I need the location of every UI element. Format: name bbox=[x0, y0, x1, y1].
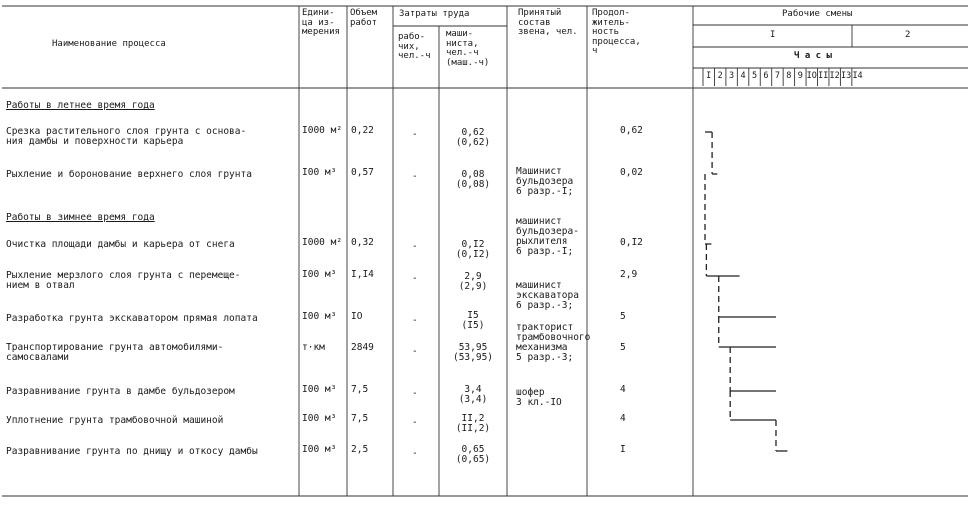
row-unit: I00 м³ bbox=[302, 167, 337, 178]
row-volume: IO bbox=[351, 311, 363, 322]
hour-label: 3 bbox=[729, 71, 735, 81]
row-machinists: 2,9 (2,9) bbox=[458, 271, 488, 292]
hour-label: 2 bbox=[717, 71, 723, 81]
hour-label: IO bbox=[806, 71, 817, 81]
header-volume: Объем работ bbox=[350, 8, 378, 28]
header-shifts: Рабочие смены bbox=[782, 9, 853, 19]
header-duration: Продол- житель- ность процесса, ч bbox=[592, 8, 641, 56]
row-machinists: 0,I2 (0,I2) bbox=[455, 239, 491, 260]
row-name: Разработка грунта экскаватором прямая лопата bbox=[6, 313, 258, 324]
row-unit: I00 м³ bbox=[302, 413, 337, 424]
header-crew: Принятый состав звена, чел. bbox=[518, 8, 578, 37]
header-machinists: маши- ниста, чел.-ч (маш.-ч) bbox=[446, 29, 490, 68]
row-volume: I,I4 bbox=[351, 269, 374, 280]
row-name: Разравнивание грунта в дамбе бульдозером bbox=[6, 386, 235, 397]
row-name: Разравнивание грунта по днищу и откосу дамбы bbox=[6, 446, 258, 457]
row-unit: I00 м³ bbox=[302, 384, 337, 395]
row-duration: 2,9 bbox=[620, 269, 638, 280]
row-unit: I000 м² bbox=[302, 125, 343, 136]
row-name: Уплотнение грунта трамбовочной машиной bbox=[6, 415, 224, 426]
row-volume: 2,5 bbox=[351, 444, 369, 455]
row-machinists: 53,95 (53,95) bbox=[452, 342, 494, 363]
hour-label: I4 bbox=[852, 71, 863, 81]
row-duration: I bbox=[620, 444, 626, 455]
row-machinists: II,2 (II,2) bbox=[455, 413, 491, 434]
section-summer: Работы в летнее время года bbox=[6, 100, 155, 111]
header-shift-2: 2 bbox=[905, 30, 911, 40]
row-volume: 0,57 bbox=[351, 167, 374, 178]
row-volume: 0,22 bbox=[351, 125, 374, 136]
row-name: Рыхление мерзлого слоя грунта с перемеще- нием в отвал bbox=[6, 270, 241, 291]
row-workers: - bbox=[412, 129, 418, 140]
crew-ripper: машинист бульдозера- рыхлителя 6 разр.-I; bbox=[516, 216, 579, 257]
row-duration: 0,I2 bbox=[620, 237, 643, 248]
row-duration: 5 bbox=[620, 342, 626, 353]
crew-compactor: тракторист трамбовочного механизма 5 разр.-3; bbox=[516, 322, 591, 363]
hour-label: I3 bbox=[840, 71, 852, 81]
hour-label: 4 bbox=[740, 71, 746, 81]
row-name: Рыхление и боронование верхнего слоя грунта bbox=[6, 169, 252, 180]
crew-bulldozer: Машинист бульдозера 6 разр.-I; bbox=[516, 166, 574, 197]
row-workers: - bbox=[412, 388, 418, 399]
hour-label: II bbox=[818, 71, 829, 81]
row-duration: 4 bbox=[620, 384, 626, 395]
row-unit: I00 м³ bbox=[302, 269, 337, 280]
hour-label: 7 bbox=[774, 71, 780, 81]
crew-driver: шофер 3 кл.-IO bbox=[516, 387, 562, 408]
row-machinists: 0,08 (0,08) bbox=[455, 169, 491, 190]
row-workers: - bbox=[412, 448, 418, 459]
row-name: Транспортирование грунта автомобилями- самосвалами bbox=[6, 342, 224, 363]
section-winter: Работы в зимнее время года bbox=[6, 212, 155, 223]
row-name: Очистка площади дамбы и карьера от снега bbox=[6, 239, 235, 250]
row-unit: I00 м³ bbox=[302, 444, 337, 455]
row-unit: I00 м³ bbox=[302, 311, 337, 322]
header-hours: Ч а с ы bbox=[794, 51, 832, 61]
hour-label: 9 bbox=[797, 71, 803, 81]
row-workers: - bbox=[412, 417, 418, 428]
row-machinists: 0,65 (0,65) bbox=[455, 444, 491, 465]
row-workers: - bbox=[412, 273, 418, 284]
hour-label: 8 bbox=[786, 71, 792, 81]
row-duration: 0,02 bbox=[620, 167, 643, 178]
row-duration: 4 bbox=[620, 413, 626, 424]
header-unit: Едини- ца из- мерения bbox=[302, 8, 340, 37]
row-unit: I000 м² bbox=[302, 237, 343, 248]
row-machinists: 3,4 (3,4) bbox=[458, 384, 488, 405]
row-volume: 0,32 bbox=[351, 237, 374, 248]
row-machinists: 0,62 (0,62) bbox=[455, 127, 491, 148]
row-workers: - bbox=[412, 171, 418, 182]
row-workers: - bbox=[412, 315, 418, 326]
crew-excavator: машинист экскаватора 6 разр.-3; bbox=[516, 280, 579, 311]
header-labor: Затраты труда bbox=[399, 9, 470, 19]
row-workers: - bbox=[412, 346, 418, 357]
header-workers: рабо- чих, чел.-ч bbox=[398, 32, 431, 61]
row-name: Срезка растительного слоя грунта с основа- ния дамбы и поверхности карьера bbox=[6, 126, 247, 147]
hour-label: I bbox=[706, 71, 712, 81]
hour-label: 6 bbox=[763, 71, 769, 81]
header-process: Наименование процесса bbox=[52, 39, 166, 49]
row-duration: 5 bbox=[620, 311, 626, 322]
row-workers: - bbox=[412, 241, 418, 252]
row-unit: т·км bbox=[302, 342, 325, 353]
row-duration: 0,62 bbox=[620, 125, 643, 136]
row-volume: 7,5 bbox=[351, 384, 369, 395]
hour-label: 5 bbox=[751, 71, 758, 81]
row-machinists: I5 (I5) bbox=[461, 310, 485, 331]
hour-label: I2 bbox=[829, 71, 840, 81]
row-volume: 7,5 bbox=[351, 413, 369, 424]
row-volume: 2849 bbox=[351, 342, 374, 353]
header-shift-1: I bbox=[770, 30, 776, 40]
